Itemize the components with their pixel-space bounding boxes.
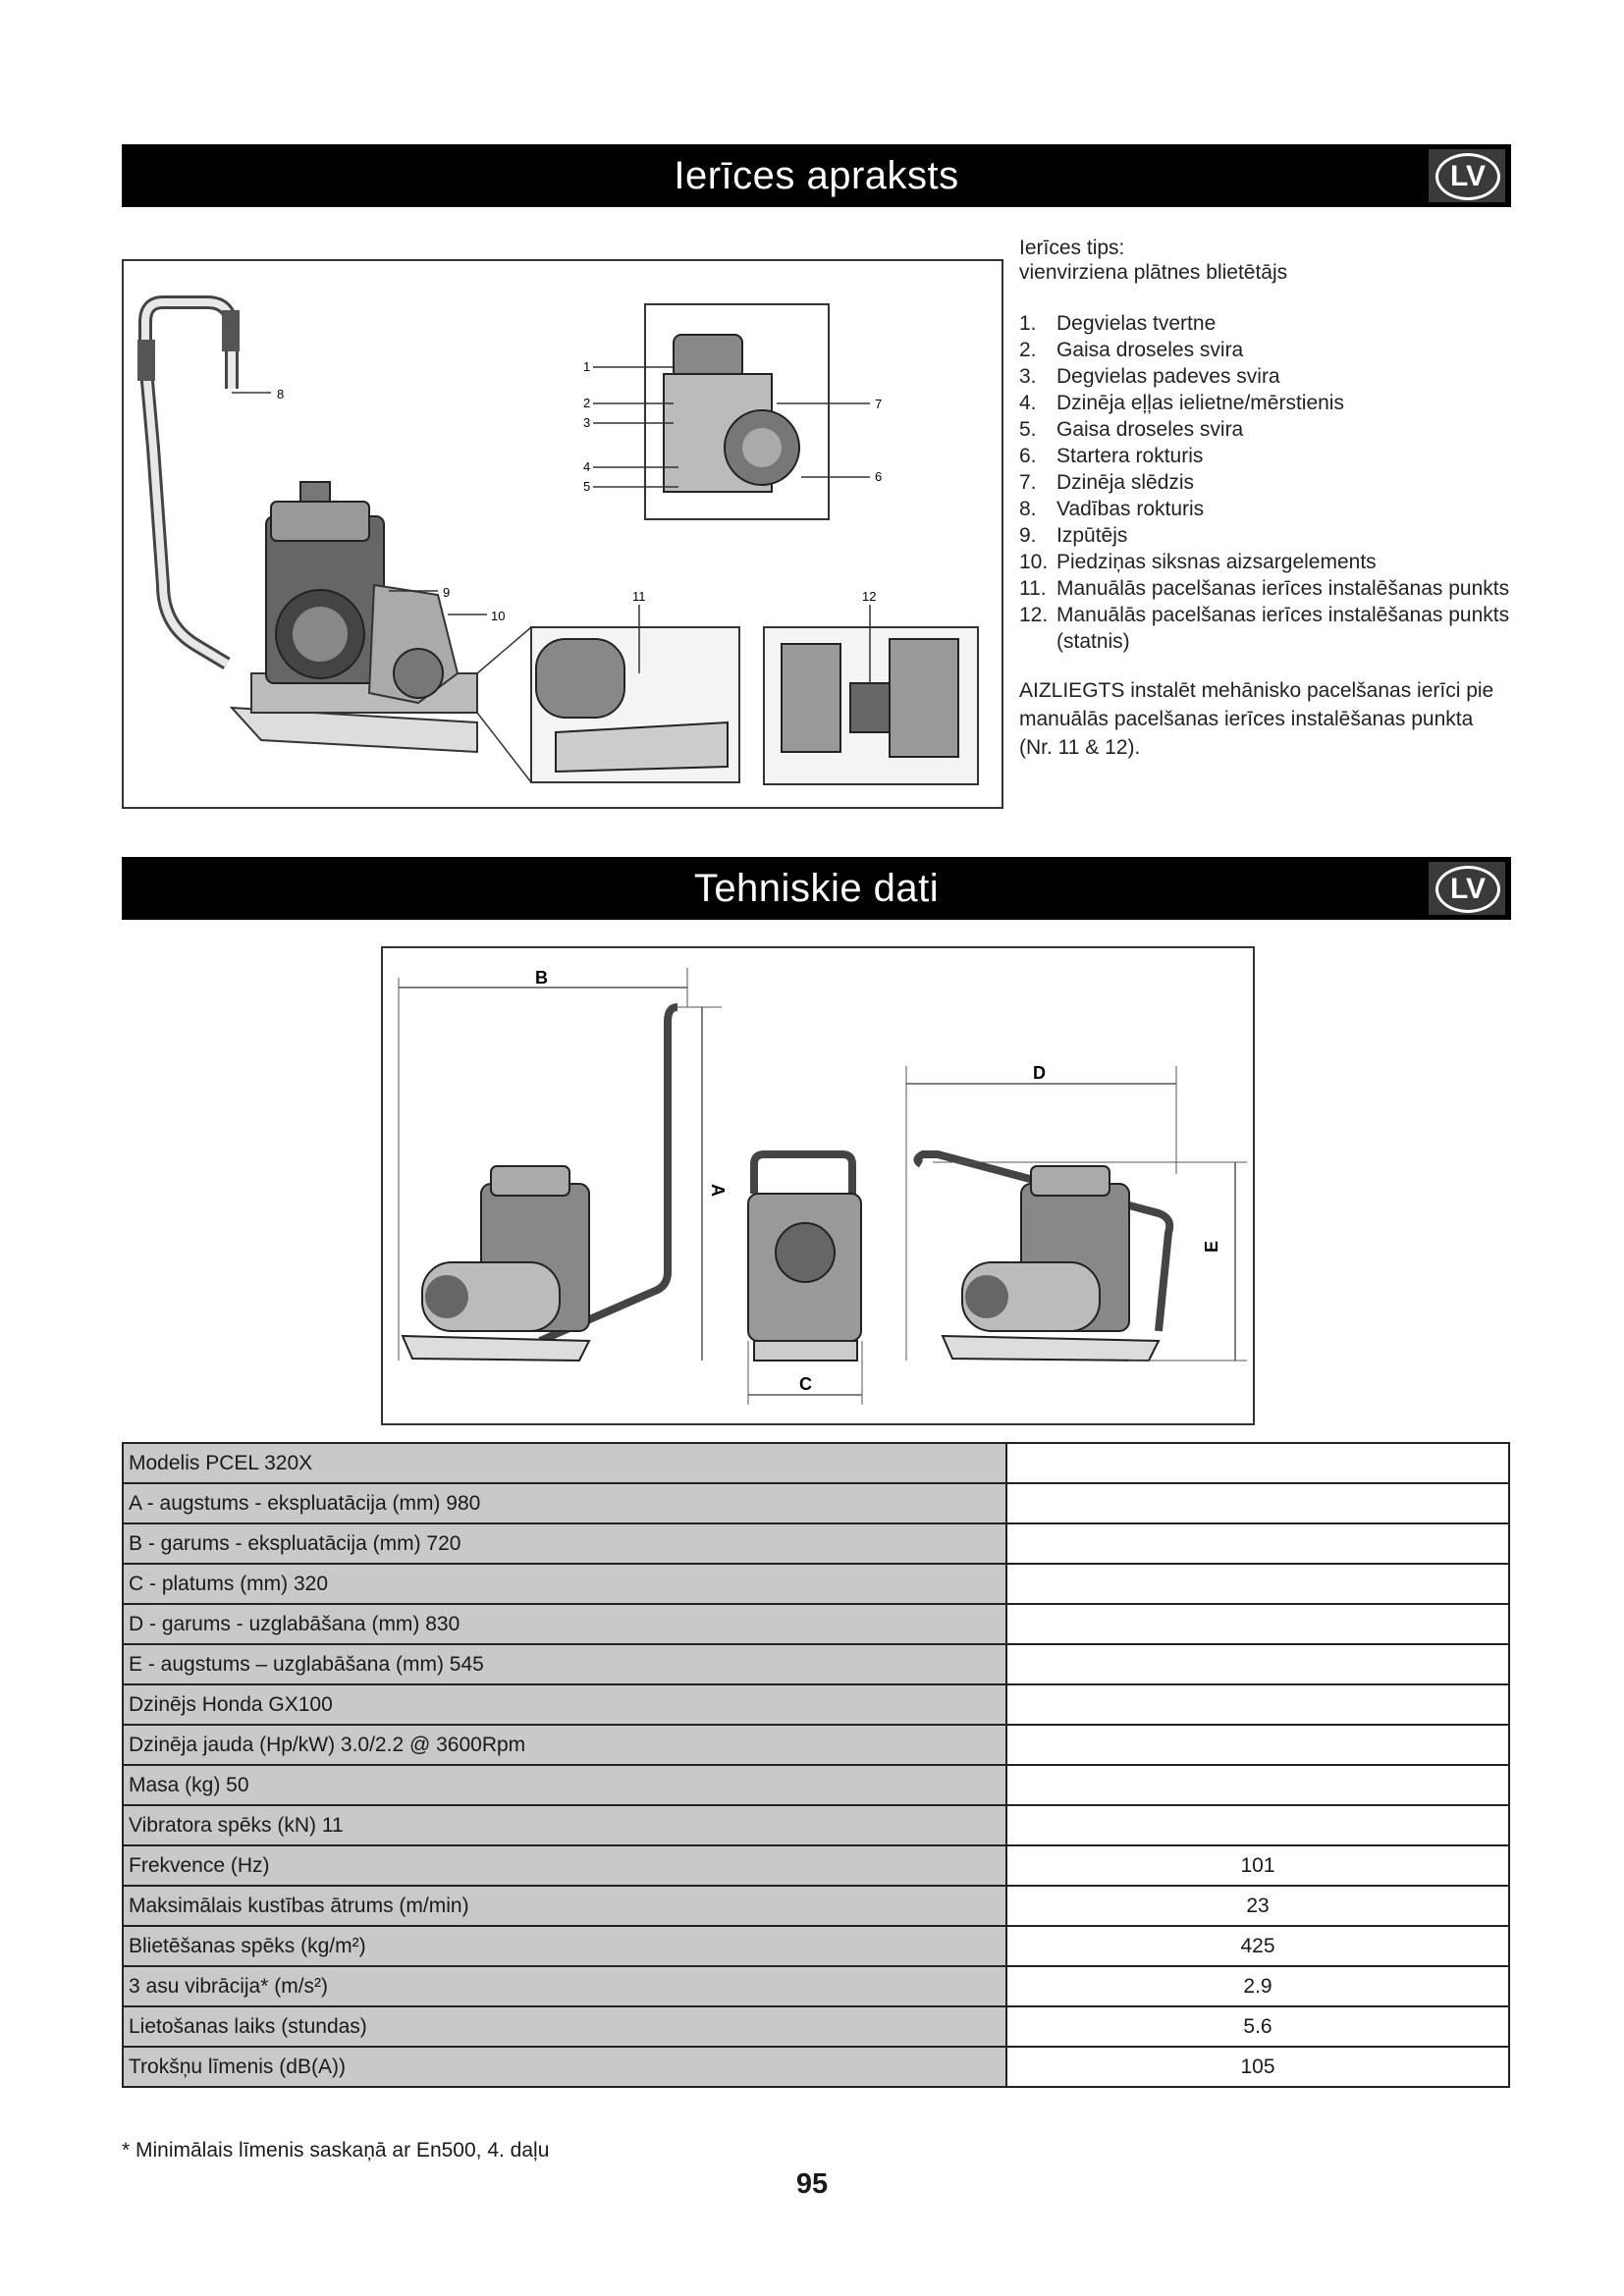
footnote: * Minimālais līmenis saskaņā ar En500, 4. daļu (122, 2139, 550, 2162)
table-row (123, 1765, 1509, 1805)
spec-value: 105 (1006, 2047, 1509, 2087)
list-item (1019, 390, 1510, 416)
item-number: 11. (1019, 577, 1047, 600)
list-item (1019, 363, 1510, 390)
item-number: 3. (1019, 365, 1037, 388)
language-badge-label: LV (1435, 153, 1500, 200)
table-row (123, 1966, 1509, 2006)
spec-value (1006, 1564, 1509, 1604)
table-row (123, 1483, 1509, 1523)
description-panel (1019, 236, 1510, 762)
callout-7: 7 (875, 397, 883, 411)
spec-label: 3 asu vibrācija* (m/s²) (123, 1966, 1006, 2006)
item-text: Dzinēja slēdzis (1056, 471, 1195, 494)
table-row (123, 1926, 1509, 1966)
dimension-c-label: C (799, 1374, 812, 1394)
item-text: Gaisa droseles svira (1056, 418, 1244, 441)
spec-label: Masa (kg) 50 (123, 1765, 1006, 1805)
spec-label: Lietošanas laiks (stundas) (123, 2006, 1006, 2047)
item-text: Piedziņas siksnas aizsargelements (1056, 551, 1377, 573)
table-row (123, 1523, 1509, 1564)
spec-label: Vibratora spēks (kN) 11 (123, 1805, 1006, 1845)
item-number: 7. (1019, 471, 1037, 494)
table-row (123, 1604, 1509, 1644)
spec-label: Modelis PCEL 320X (123, 1443, 1006, 1483)
parts-list (1019, 310, 1510, 655)
item-number: 1. (1019, 312, 1037, 335)
section-title: Tehniskie dati (693, 867, 940, 910)
spec-label: Blietēšanas spēks (kg/m²) (123, 1926, 1006, 1966)
spec-label: E - augstums – uzglabāšana (mm) 545 (123, 1644, 1006, 1684)
table-row (123, 1845, 1509, 1886)
machine-illustration (122, 259, 1003, 809)
table-row (123, 2006, 1509, 2047)
list-item (1019, 337, 1510, 363)
spec-label: A - augstums - ekspluatācija (mm) 980 (123, 1483, 1006, 1523)
spec-label: Dzinēja jauda (Hp/kW) 3.0/2.2 @ 3600Rpm (123, 1725, 1006, 1765)
spec-value: 425 (1006, 1926, 1509, 1966)
list-item (1019, 602, 1510, 655)
callout-2: 2 (583, 396, 591, 410)
spec-value (1006, 1483, 1509, 1523)
callout-1: 1 (583, 359, 591, 374)
item-number: 8. (1019, 498, 1037, 520)
machine-drawing (124, 261, 1001, 807)
item-text: Degvielas tvertne (1056, 312, 1217, 335)
item-text: Dzinēja eļļas ielietne/mērstienis (1056, 392, 1344, 414)
spec-value (1006, 1523, 1509, 1564)
dimension-a-label: A (708, 1184, 728, 1197)
table-row (123, 1564, 1509, 1604)
callout-3: 3 (583, 415, 591, 430)
dimension-e-label: E (1202, 1240, 1221, 1253)
spec-value: 23 (1006, 1886, 1509, 1926)
warning-text: AIZLIEGTS instalēt mehānisko pacelšanas ierīci pie manuālās pacelšanas ierīces instalēšanas punkta (Nr. 11 & 12). (1019, 679, 1494, 759)
item-number: 4. (1019, 392, 1037, 414)
list-item (1019, 469, 1510, 496)
item-number: 5. (1019, 418, 1037, 441)
list-item (1019, 416, 1510, 443)
list-item (1019, 575, 1510, 602)
list-item (1019, 443, 1510, 469)
device-type-label: Ierīces tips: (1019, 237, 1125, 259)
list-item (1019, 522, 1510, 549)
item-number: 6. (1019, 445, 1037, 467)
callout-4: 4 (583, 459, 591, 474)
item-text: Manuālās pacelšanas ierīces instalēšanas punkts (1056, 577, 1510, 600)
spec-value: 5.6 (1006, 2006, 1509, 2047)
dimensions-svg (383, 948, 1253, 1423)
spec-value: 2.9 (1006, 1966, 1509, 2006)
spec-label: Frekvence (Hz) (123, 1845, 1006, 1886)
table-row (123, 1886, 1509, 1926)
dimension-d-label: D (1033, 1063, 1046, 1083)
table-row (123, 1684, 1509, 1725)
spec-label: Maksimālais kustības ātrums (m/min) (123, 1886, 1006, 1926)
callout-6: 6 (875, 469, 883, 484)
dimensions-drawing (381, 946, 1255, 1425)
section-banner-technical-data (122, 857, 1511, 920)
spec-value (1006, 1644, 1509, 1684)
page-number: 95 (795, 2168, 829, 2200)
table-row (123, 2047, 1509, 2087)
spec-value: 101 (1006, 1845, 1509, 1886)
item-text: Manuālās pacelšanas ierīces instalēšanas punkts (statnis) (1056, 604, 1510, 653)
spec-label: B - garums - ekspluatācija (mm) 720 (123, 1523, 1006, 1564)
spec-value (1006, 1805, 1509, 1845)
table-row (123, 1725, 1509, 1765)
spec-label: Dzinējs Honda GX100 (123, 1684, 1006, 1725)
item-number: 2. (1019, 339, 1037, 361)
callout-8: 8 (277, 387, 285, 401)
item-text: Izpūtējs (1056, 524, 1128, 547)
language-badge-label: LV (1435, 866, 1500, 913)
section-title: Ierīces apraksts (674, 154, 959, 197)
table-row (123, 1805, 1509, 1845)
item-number: 9. (1019, 524, 1037, 547)
list-item (1019, 496, 1510, 522)
language-badge (1429, 862, 1505, 915)
spec-value (1006, 1443, 1509, 1483)
item-text: Gaisa droseles svira (1056, 339, 1244, 361)
callout-9: 9 (443, 585, 451, 600)
specifications-table (122, 1442, 1510, 2088)
spec-value (1006, 1604, 1509, 1644)
item-number: 10. (1019, 551, 1049, 573)
section-banner-description (122, 144, 1511, 207)
item-number: 12. (1019, 604, 1049, 626)
table-row (123, 1644, 1509, 1684)
item-text: Vadības rokturis (1056, 498, 1205, 520)
device-type-value: vienvirziena plātnes blietētājs (1019, 261, 1288, 284)
spec-value (1006, 1765, 1509, 1805)
spec-label: Trokšņu līmenis (dB(A)) (123, 2047, 1006, 2087)
spec-value (1006, 1725, 1509, 1765)
language-badge (1429, 149, 1505, 202)
callout-5: 5 (583, 479, 591, 494)
spec-value (1006, 1684, 1509, 1725)
dimension-b-label: B (535, 968, 548, 988)
callout-11: 11 (632, 589, 646, 604)
list-item (1019, 549, 1510, 575)
list-item (1019, 310, 1510, 337)
table-row (123, 1443, 1509, 1483)
spec-label: D - garums - uzglabāšana (mm) 830 (123, 1604, 1006, 1644)
callout-10: 10 (491, 609, 506, 623)
item-text: Degvielas padeves svira (1056, 365, 1280, 388)
callout-12: 12 (862, 589, 877, 604)
spec-label: C - platums (mm) 320 (123, 1564, 1006, 1604)
item-text: Startera rokturis (1056, 445, 1204, 467)
